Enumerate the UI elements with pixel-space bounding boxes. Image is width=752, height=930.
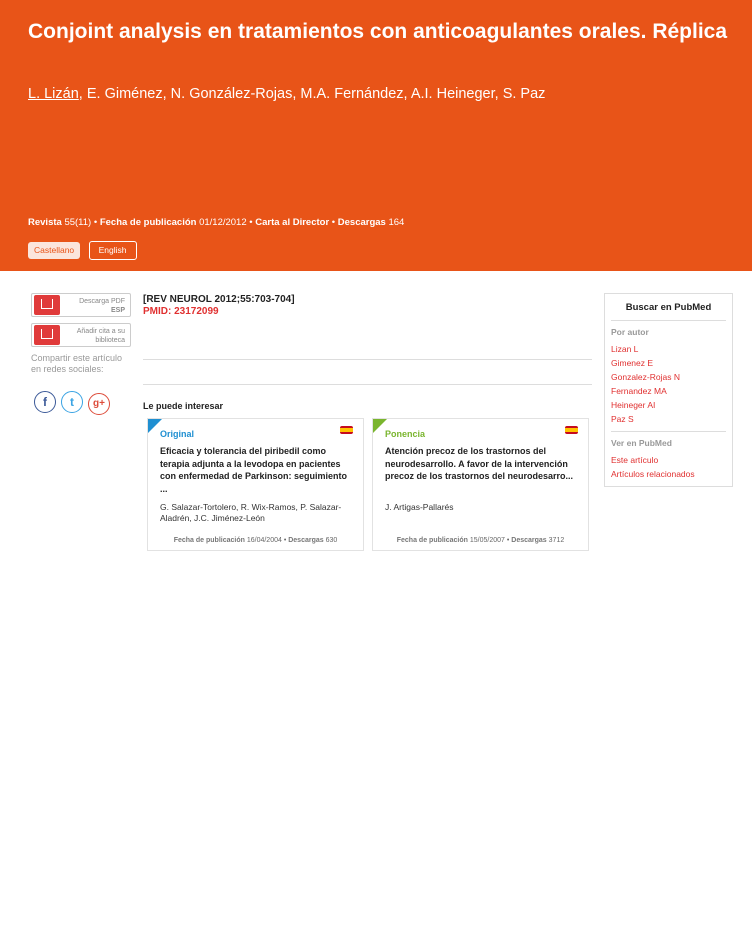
spain-flag-icon bbox=[340, 426, 353, 434]
social-links bbox=[34, 391, 131, 415]
card-type: Original bbox=[160, 429, 195, 439]
article-title: Conjoint analysis en tratamientos con anticoagulantes orales. Réplica bbox=[28, 20, 728, 43]
pubmed-author-link[interactable]: Paz S bbox=[611, 414, 634, 424]
pubmed-author-link[interactable]: Gimenez E bbox=[611, 358, 654, 368]
pdf-label: Descarga PDF bbox=[79, 298, 125, 305]
first-author-link[interactable]: L. Lizán bbox=[28, 86, 79, 102]
download-pdf-button[interactable] bbox=[31, 293, 131, 317]
facebook-icon[interactable]: f bbox=[34, 391, 56, 413]
card-authors: J. Artigas-Pallarés bbox=[385, 502, 454, 512]
library-icon bbox=[34, 325, 60, 345]
sidebar-tools bbox=[31, 293, 131, 415]
share-label: Compartir este artículo en redes sociales: bbox=[31, 353, 123, 374]
card-title[interactable]: Atención precoz de los trastornos del neurodesarrollo. A favor de la intervención precoz de los trastornos del neurodesarro... bbox=[385, 446, 574, 481]
article-type: Carta al Director bbox=[255, 217, 330, 228]
add-citation-button[interactable] bbox=[31, 323, 131, 347]
author-list bbox=[28, 86, 545, 102]
card-footer: Fecha de publicación 16/04/2004 • Descargas 630 bbox=[173, 537, 338, 544]
related-card[interactable] bbox=[372, 418, 589, 551]
this-article-link[interactable]: Este artículo bbox=[611, 455, 659, 465]
fecha-value: 01/12/2012 bbox=[199, 217, 247, 228]
related-card[interactable] bbox=[147, 418, 364, 551]
related-articles-link[interactable]: Artículos relacionados bbox=[611, 469, 695, 479]
by-author-label: Por autor bbox=[611, 327, 649, 337]
card-type: Ponencia bbox=[385, 429, 426, 439]
divider bbox=[143, 384, 592, 385]
lang-english-button[interactable]: English bbox=[89, 241, 137, 260]
pmid-link[interactable]: PMID: 23172099 bbox=[143, 306, 219, 317]
pubmed-author-link[interactable]: Gonzalez-Rojas N bbox=[611, 372, 680, 382]
language-switcher bbox=[28, 240, 141, 260]
card-title[interactable]: Eficacia y tolerancia del piribedil como terapia adjunta a la levodopa en pacientes con enfermedad de Parkinson: seguimiento ... bbox=[160, 446, 348, 494]
pdf-lang: ESP bbox=[110, 307, 125, 314]
see-in-pubmed-label: Ver en PubMed bbox=[611, 438, 672, 448]
article-main bbox=[143, 294, 592, 317]
cite-label-2: biblioteca bbox=[95, 337, 125, 344]
pubmed-panel bbox=[604, 293, 733, 487]
card-authors: G. Salazar-Tortolero, R. Wix-Ramos, P. Salazar-Aladrén, J.C. Jiménez-León bbox=[160, 502, 342, 523]
citation: [REV NEUROL 2012;55:703-704] bbox=[143, 294, 295, 305]
article-meta: Revista 55(11) • Fecha de publicación 01/12/2012 • Carta al Director • Descargas 164 bbox=[28, 217, 405, 228]
article-header bbox=[0, 0, 752, 271]
revista-value: 55(11) bbox=[64, 217, 92, 228]
other-authors: , E. Giménez, N. González-Rojas, M.A. Fernández, A.I. Heineger, S. Paz bbox=[78, 86, 546, 102]
pubmed-title: Buscar en PubMed bbox=[625, 302, 712, 313]
descargas-value: 164 bbox=[388, 217, 405, 228]
pubmed-author-link[interactable]: Heineger AI bbox=[611, 400, 656, 410]
pdf-icon bbox=[34, 295, 60, 315]
spain-flag-icon bbox=[565, 426, 578, 434]
google-plus-icon[interactable]: g+ bbox=[88, 393, 110, 415]
divider bbox=[143, 359, 592, 360]
fecha-label: Fecha de publicación bbox=[99, 217, 197, 228]
card-footer: Fecha de publicación 15/05/2007 • Descargas 3712 bbox=[396, 537, 565, 544]
pubmed-author-link[interactable]: Fernandez MA bbox=[611, 386, 667, 396]
revista-label: Revista bbox=[28, 217, 62, 228]
twitter-icon[interactable]: t bbox=[61, 391, 83, 413]
related-heading: Le puede interesar bbox=[143, 401, 224, 411]
lang-castellano-button[interactable]: Castellano bbox=[28, 242, 80, 259]
cite-label-1: Añadir cita a su bbox=[76, 328, 125, 335]
pubmed-author-link[interactable]: Lizan L bbox=[611, 344, 639, 354]
descargas-label: Descargas bbox=[337, 217, 386, 228]
